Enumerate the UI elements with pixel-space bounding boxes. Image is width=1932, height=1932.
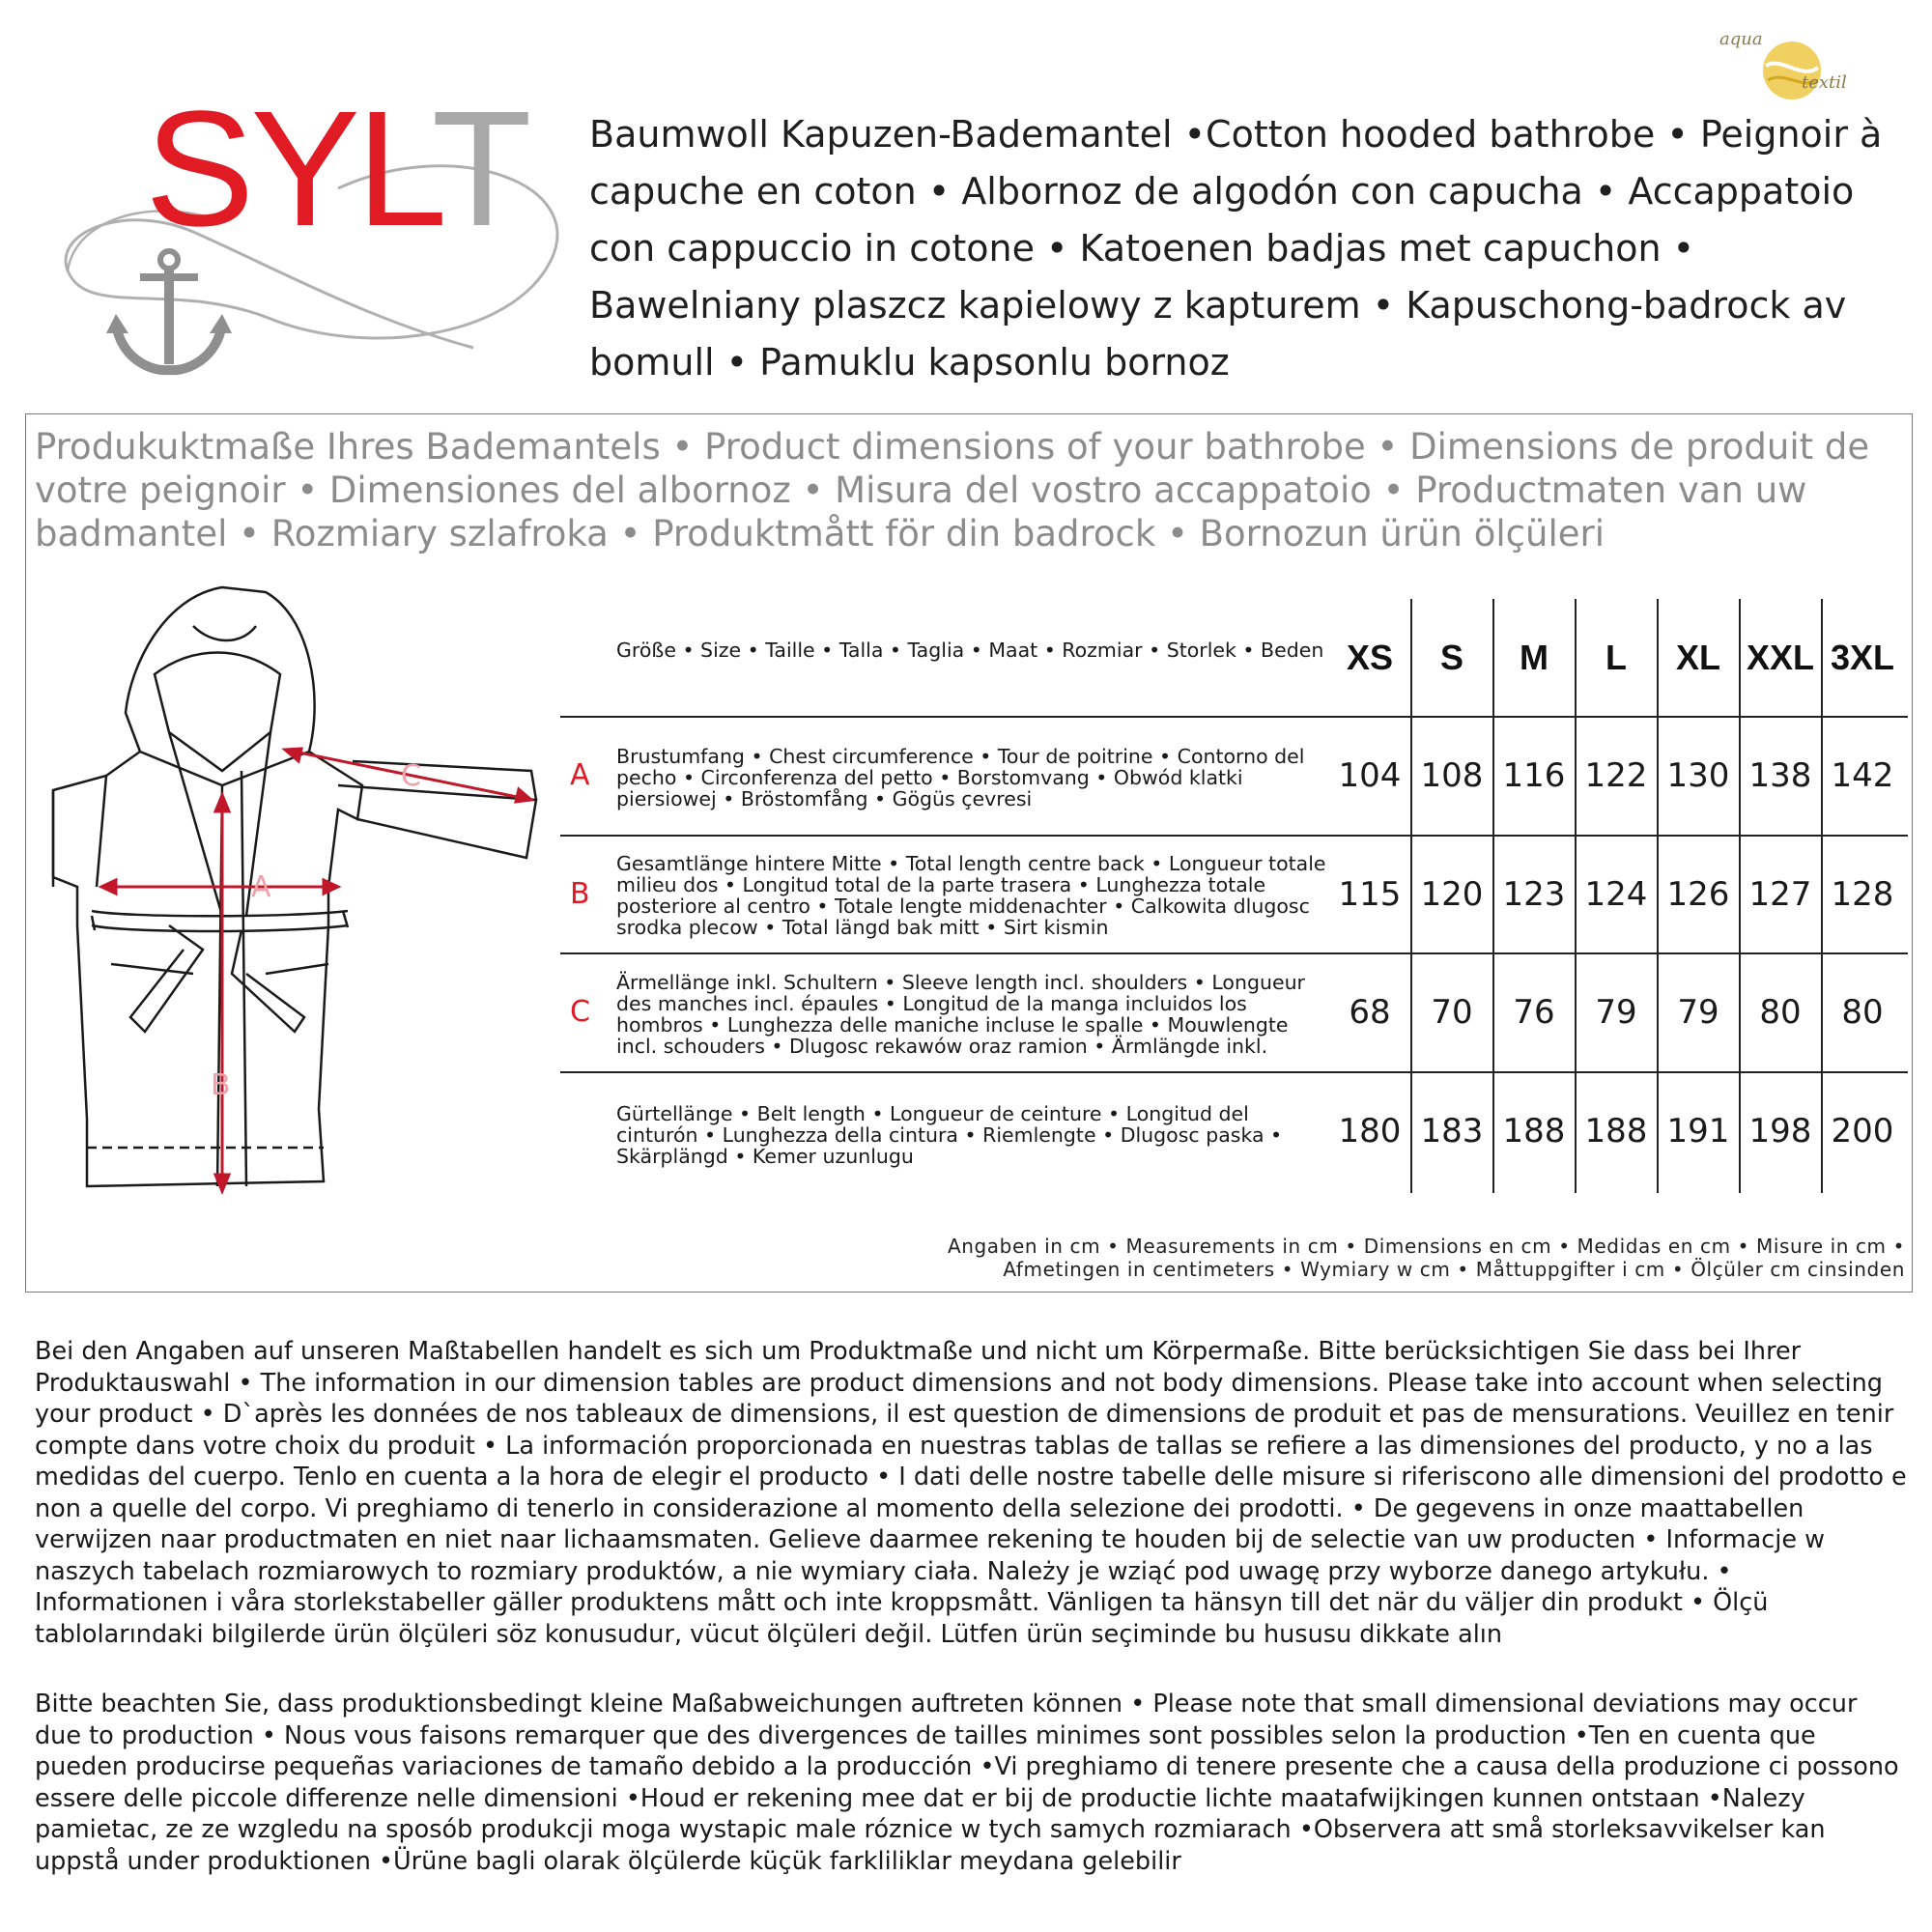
bathrobe-diagram xyxy=(48,578,551,1215)
size-table xyxy=(560,599,1908,1193)
row-letter-c: C xyxy=(570,995,590,1029)
size-header-xl: XL xyxy=(1675,638,1720,677)
table-cell: 127 xyxy=(1748,875,1812,914)
table-cell: 200 xyxy=(1831,1112,1894,1151)
textil-logo-word: textil xyxy=(1802,72,1847,93)
table-cell: 104 xyxy=(1338,756,1402,795)
table-rule xyxy=(560,835,1908,837)
table-cell: 79 xyxy=(1595,993,1637,1032)
aqua-logo-word: aqua xyxy=(1719,29,1763,49)
table-cell: 70 xyxy=(1431,993,1473,1032)
size-header-xxl: XXL xyxy=(1746,638,1814,677)
row-letter-a: A xyxy=(570,758,590,792)
size-header-l: L xyxy=(1605,638,1627,677)
table-cell: 188 xyxy=(1584,1112,1648,1151)
table-cell: 180 xyxy=(1338,1112,1402,1151)
table-cell: 198 xyxy=(1748,1112,1812,1151)
diagram-label-c: C xyxy=(401,759,421,793)
size-header-s: S xyxy=(1439,638,1463,677)
aqua-textil-logo xyxy=(1719,29,1874,106)
table-cell: 126 xyxy=(1666,875,1730,914)
diagram-label-b: B xyxy=(211,1068,231,1102)
table-cell: 80 xyxy=(1841,993,1884,1032)
disclaimer-product-dimensions: Bei den Angaben auf unseren Maßtabellen handelt es sich um Produktmaße und nicht um Körpermaße. Bitte berücksichtigen Sie dass bei Ihrer Produktauswahl • The information in our dimension tables are product dimensions and not body dimensions. Please take into account when selecting your product • D`après les données de nos tableaux de dimensions, il est question de dimensions de produit et pas de mensurations. Veuillez en tenir compte dans votre choix du produit • La información proporcionada en nuestras tablas de tallas se refiere a las dimensiones del producto, y no a las medidas del cuerpo. Tenlo en cuenta a la hora de elegir el producto • I dati delle nostre tabelle delle misure si riferiscono alle dimensioni del prodotto e non a quelle del corpo. Vi preghiamo di tenerlo in considerazione al momento della selezione dei prodotti. • De gegevens in onze maattabellen verwijzen naar productmaten en niet naar lichaamsmaten. Gelieve daarmee rekening te houden bij de selectie van uw producten • Informacje w naszych tabelach rozmiarowych to rozmiary produktów, a nie wymiary ciała. Należy je wziąć pod uwagę przy wyborze danego artykułu. • Informationen i våra storlekstabeller gäller produktens mått och inte kroppsmått. Vänligen ta hänsyn till det när du väljer din produkt • Ölçü tablolarındaki bilgilerde ürün ölçüleri söz konusudur, vücut ölçüleri değil. Lütfen ürün seçiminde bu hususu dikkate alın xyxy=(35,1337,1907,1649)
table-cell: 120 xyxy=(1420,875,1484,914)
table-cell: 138 xyxy=(1748,756,1812,795)
units-note: Angaben in cm • Measurements in cm • Dimensions en cm • Medidas en cm • Misure in cm • Afmetingen in centimeters • Wymiary w cm • Måttuppgifter i cm • Ölçüler cm cinsinden xyxy=(947,1235,1905,1281)
product-title: Baumwoll Kapuzen-Bademantel •Cotton hooded bathrobe • Peignoir à capuche en coton • Albornoz de algodón con capucha • Accappatoio con cappuccio in cotone • Katoenen badjas met capuchon • Bawelniany plaszcz kapielowy z kapturem • Kapuschong-badrock av bomull • Pamuklu kapsonlu bornoz xyxy=(589,113,1883,384)
row-label-sleeve: Ärmellänge inkl. Schultern • Sleeve length incl. shoulders • Longueur des manches incl. épaules • Longitud de la manga incluidos los hombros • Lunghezza delle maniche incluse le spalle • Mouwlengte incl. schouders • Dlugosc rekawów oraz ramion • Ärmlängde inkl. xyxy=(616,971,1305,1058)
size-header-label: Größe • Size • Taille • Talla • Taglia • Maat • Rozmiar • Storlek • Beden xyxy=(616,639,1324,662)
size-header-3xl: 3XL xyxy=(1830,638,1895,677)
table-rule xyxy=(560,952,1908,954)
table-cell: 191 xyxy=(1666,1112,1730,1151)
table-cell: 128 xyxy=(1831,875,1894,914)
table-cell: 80 xyxy=(1759,993,1802,1032)
row-letter-b: B xyxy=(570,877,590,911)
row-label-chest: Brustumfang • Chest circumference • Tour de poitrine • Contorno del pecho • Circonferenza del petto • Borstomvang • Obwód klatki piersiowej • Bröstomfång • Gögüs çevresi xyxy=(616,745,1305,810)
table-cell: 142 xyxy=(1831,756,1894,795)
table-cell: 183 xyxy=(1420,1112,1484,1151)
table-cell: 108 xyxy=(1420,756,1484,795)
table-rule xyxy=(560,716,1908,718)
table-cell: 68 xyxy=(1349,993,1391,1032)
size-header-m: M xyxy=(1520,638,1548,677)
table-cell: 188 xyxy=(1502,1112,1566,1151)
brand-logo xyxy=(48,77,589,386)
brand-name-grey: T xyxy=(431,77,528,261)
row-label-length: Gesamtlänge hintere Mitte • Total length centre back • Longueur totale milieu dos • Longitud total de la parte trasera • Lunghezza totale posteriore al centro • Totale lengte middenachter • Calkowita dlugosc srodka plecow • Total längd bak mitt • Sirt kismin xyxy=(616,852,1326,939)
table-cell: 130 xyxy=(1666,756,1730,795)
dimensions-title: Produkuktmaße Ihres Bademantels • Product dimensions of your bathrobe • Dimensions de produit de votre peignoir • Dimensiones del albornoz • Misura del vostro accappatoio • Productmaten van uw badmantel • Rozmiary szlafroka • Produktmått för din badrock • Bornozun ürün ölçüleri xyxy=(35,426,1870,554)
brand-wordmark xyxy=(145,77,528,261)
table-cell: 122 xyxy=(1584,756,1648,795)
table-rule xyxy=(560,1071,1908,1073)
table-cell: 123 xyxy=(1502,875,1566,914)
disclaimer-production-deviations: Bitte beachten Sie, dass produktionsbedingt kleine Maßabweichungen auftreten können • Please note that small dimensional deviations may occur due to production • Nous vous faisons remarquer que des divergences de tailles minimes sont possibles selon la production •Ten en cuenta que pueden producirse pequeñas variaciones de tamaño debido a la producción •Vi preghiamo di tenere presente che a causa della produzione ci possono essere delle piccole differenze nelle dimensioni •Houd er rekening mee dat er bij de productie lichte maatafwijkingen kunnen ontstaan •Nalezy pamietac, ze ze wzgledu na sposób produkcji moga wystapic male róznice w tych samych rozmiarach •Observera att små storleksavvikelser kan uppstå under produktionen •Ürüne bagli olarak ölçülerde küçük farkliliklar meydana gelebilir xyxy=(35,1690,1899,1876)
diagram-label-a: A xyxy=(251,870,271,904)
table-cell: 79 xyxy=(1677,993,1719,1032)
anchor-icon xyxy=(101,246,237,382)
table-cell: 115 xyxy=(1338,875,1402,914)
table-cell: 124 xyxy=(1584,875,1648,914)
table-cell: 76 xyxy=(1513,993,1555,1032)
table-cell: 116 xyxy=(1502,756,1566,795)
row-label-belt: Gürtellänge • Belt length • Longueur de ceinture • Longitud del cinturón • Lunghezza della cintura • Riemlengte • Dlugosc paska • Skärplängd • Kemer uzunlugu xyxy=(616,1102,1283,1168)
size-header-xs: XS xyxy=(1346,638,1394,677)
brand-name-red: SYL xyxy=(145,77,432,261)
gold-ball-icon xyxy=(1758,37,1826,104)
